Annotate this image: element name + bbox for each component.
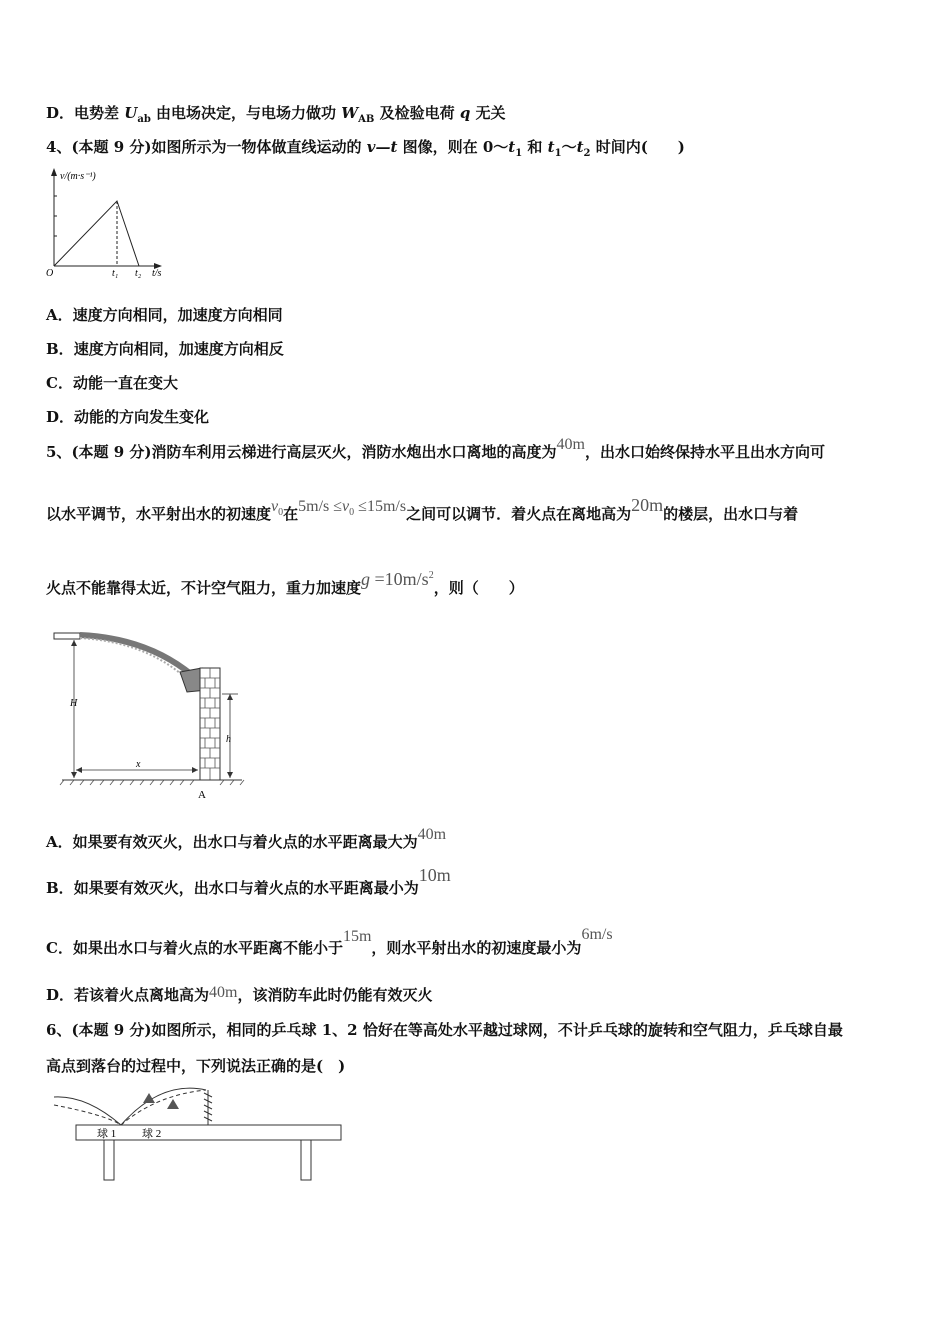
x-axis-label: t/s: [152, 268, 162, 279]
arrow-ball2: [167, 1099, 179, 1109]
brick-wall: [200, 668, 220, 780]
question-number: 5、: [46, 443, 72, 461]
y-axis-label: v/(m·s⁻¹): [60, 171, 96, 182]
H-arrow-bottom: [71, 772, 77, 778]
q5-stem-line1: 5、(本题 9 分)消防车利用云梯进行高层灭火，消防水炮出水口离地的高度为40m，出水口始终保持水平且出水方向可: [46, 436, 825, 461]
q5-option-d: D．若该着火点离地高为40m，该消防车此时仍能有效灭火: [46, 984, 433, 1004]
option-label: D．: [46, 104, 75, 122]
origin-label: O: [46, 268, 54, 279]
A-label: A: [198, 789, 206, 801]
h-arrow-bottom: [227, 772, 233, 778]
ball1-bounce: [121, 1088, 206, 1125]
ball1-label: 球 1: [97, 1128, 117, 1140]
x-arrow-right: [192, 767, 198, 773]
q6-stem-line2: 高点到落台的过程中，下列说法正确的是( ): [46, 1057, 346, 1075]
question-number: 6、: [46, 1021, 72, 1039]
h-label: h: [226, 734, 231, 745]
net: [204, 1090, 212, 1125]
ball2-trajectory-dashed: [54, 1105, 121, 1125]
q5-option-c: C．如果出水口与着火点的水平距离不能小于15m，则水平射出水的初速度最小为6m/s: [46, 926, 613, 957]
q4-option-c: C．动能一直在变大: [46, 374, 178, 392]
ball1-trajectory: [54, 1097, 121, 1125]
table-leg-right: [301, 1140, 311, 1180]
q5-option-b: B．如果要有效灭火，出水口与着火点的水平距离最小为10m: [46, 865, 451, 897]
q4-option-b: B．速度方向相同，加速度方向相反: [46, 340, 284, 358]
ground-hatch: [60, 780, 244, 785]
table-leg-left: [104, 1140, 114, 1180]
q6-stem-line1: 6、(本题 9 分)如图所示，相同的乒乓球 1、2 恰好在等高处水平越过球网，不计乒乓球的旋转和空气阻力，乒乓球自最: [46, 1021, 843, 1039]
q4-stem: 4、(本题 9 分)如图所示为一物体做直线运动的 v—t 图像，则在 $0\sim t_1$ 和 $t_1\sim t_2$ 时间内( ): [46, 138, 685, 159]
q5-stem-line2: 以水平调节，水平射出水的初速度$v_0$在$5m/s \le v_0 \le 15m/s$之间可以调节．着火点在离地高为20m的楼层，出水口与着: [46, 495, 799, 523]
H-label: H: [70, 698, 78, 709]
q4-option-a: A．速度方向相同，加速度方向相同: [46, 306, 283, 324]
t2-label: t₂: [135, 268, 142, 279]
table-figure: [46, 1085, 346, 1185]
q5-stem-line3: 火点不能靠得太近，不计空气阻力，重力加速度$g =10m/s^2$，则（ ）: [46, 569, 524, 597]
velocity-line: [54, 201, 139, 266]
fire-figure: [52, 630, 252, 802]
q4-option-d: D．动能的方向发生变化: [46, 408, 210, 426]
ball2-label: 球 2: [142, 1128, 162, 1140]
y-axis-arrow: [51, 168, 57, 176]
q3-option-d: D．电势差 $U_{ab}$ 由电场决定，与电场力做功 $W_{AB}$ 及检验电荷 q 无关: [46, 104, 506, 125]
nozzle: [54, 633, 80, 639]
t1-label: t₁: [112, 268, 119, 279]
H-arrow-top: [71, 640, 77, 646]
ball2-bounce-dashed: [121, 1090, 206, 1125]
vt-graph: [44, 166, 184, 281]
h-arrow-top: [227, 694, 233, 700]
question-number: 4、: [46, 138, 72, 156]
q5-option-a: A．如果要有效灭火，出水口与着火点的水平距离最大为40m: [46, 826, 447, 851]
x-label: x: [136, 759, 141, 770]
